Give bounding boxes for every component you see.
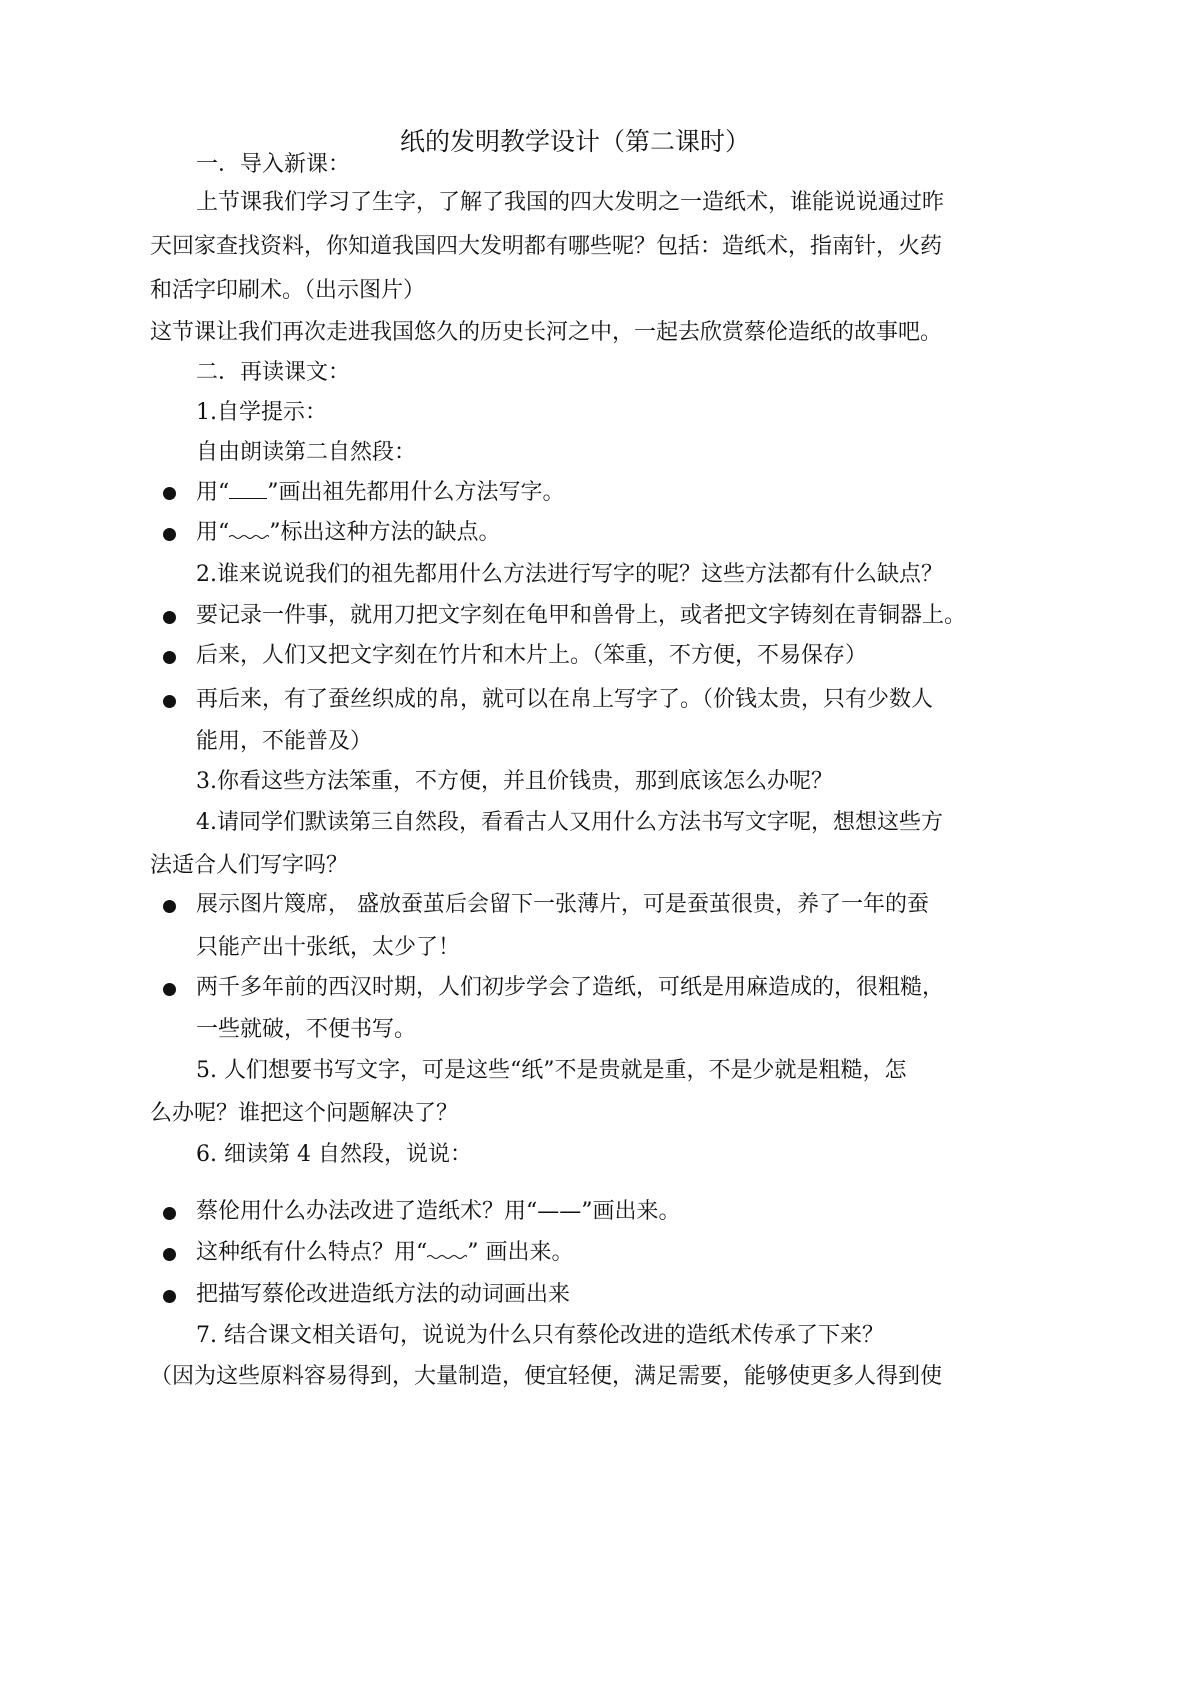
bullet-icon (163, 1290, 176, 1303)
list-item-4-cont: 法适合人们写字吗？ (150, 853, 349, 878)
list-item-6: 6. 细读第 4 自然段，说说： (196, 1142, 472, 1167)
list-item-3: 3.你看这些方法笨重，不方便，并且价钱贵，那到底该怎么办呢？ (196, 769, 833, 794)
bullet-icon (163, 528, 176, 541)
bullet-item-cont: 只能产出十张纸，太少了！ (196, 935, 461, 960)
bullet-item (196, 518, 501, 548)
paragraph-line: 这节课让我们再次走进我国悠久的历史长河之中，一起去欣赏蔡伦造纸的故事吧。 (150, 320, 943, 345)
bullet-icon (163, 487, 176, 500)
bullet-item: 再后来，有了蚕丝织成的帛，就可以在帛上写字了。（价钱太贵，只有少数人 (196, 687, 934, 712)
bullet-text: 用“ (196, 480, 230, 505)
bullet-icon (163, 1207, 176, 1220)
bullet-icon (163, 651, 176, 664)
bullet-text: ”画出祖先都用什么方法写字。 (267, 480, 565, 505)
list-item-5: 5. 人们想要书写文字，可是这些“纸”不是贵就是重，不是少就是粗糙，怎 (196, 1058, 907, 1083)
bullet-item: 蔡伦用什么办法改进了造纸术？用“——”画出来。 (196, 1199, 681, 1224)
wavy-underline-mark (229, 525, 269, 539)
bullet-item (196, 1238, 574, 1268)
paragraph-line: 和活字印刷术。（出示图片） (150, 278, 426, 303)
bullet-icon (163, 695, 176, 708)
wavy-underline-mark (427, 1245, 467, 1259)
page-title: 纸的发明教学设计（第二课时） (400, 127, 751, 156)
bullet-icon (163, 900, 176, 913)
bullet-item: 两千多年前的西汉时期，人们初步学会了造纸，可纸是用麻造成的，很粗糙， (196, 975, 945, 1000)
list-item-4: 4.请同学们默读第三自然段，看看古人又用什么方法书写文字呢，想想这些方 (196, 810, 943, 835)
bullet-text: ”标出这种方法的缺点。 (269, 520, 501, 545)
paragraph-line: 天回家查找资料，你知道我国四大发明都有哪些呢？包括：造纸术，指南针，火药 (150, 234, 943, 259)
bullet-item: 展示图片篾席， 盛放蚕茧后会留下一张薄片，可是蚕茧很贵，养了一年的蚕 (196, 892, 929, 917)
list-item-2: 2.谁来说说我们的祖先都用什么方法进行写字的呢？这些方法都有什么缺点？ (196, 562, 943, 587)
underline-mark (229, 482, 267, 499)
bullet-item: 把描写蔡伦改进造纸方法的动词画出来 (196, 1282, 571, 1307)
list-item-5-cont: 么办呢？谁把这个问题解决了？ (150, 1101, 459, 1126)
bullet-item: 要记录一件事，就用刀把文字刻在龟甲和兽骨上，或者把文字铸刻在青铜器上。 (196, 603, 967, 628)
bullet-icon (163, 983, 176, 996)
bullet-item (196, 478, 565, 508)
paragraph-line: 上节课我们学习了生字，了解了我国的四大发明之一造纸术，谁能说说通过昨 (196, 190, 945, 215)
bullet-icon (163, 1248, 176, 1261)
list-item-1-sub: 自由朗读第二自然段： (196, 440, 417, 465)
answer-line: （因为这些原料容易得到，大量制造，便宜轻便，满足需要，能够使更多人得到使 (150, 1364, 943, 1389)
bullet-item-cont: 一些就破，不便书写。 (196, 1017, 417, 1042)
bullet-item-cont: 能用，不能普及） (196, 729, 373, 754)
list-item-1: 1.自学提示： (196, 400, 327, 425)
list-item-7: 7. 结合课文相关语句，说说为什么只有蔡伦改进的造纸术传承了下来？ (196, 1323, 884, 1348)
bullet-text: ” 画出来。 (467, 1240, 574, 1265)
bullet-text: 这种纸有什么特点？用“ (196, 1240, 428, 1265)
bullet-text: 用“ (196, 520, 230, 545)
bullet-item: 后来，人们又把文字刻在竹片和木片上。（笨重，不方便，不易保存） (196, 643, 868, 668)
section-heading-intro: 一．导入新课： (196, 152, 351, 177)
section-heading-reread: 二．再读课文： (196, 360, 351, 385)
bullet-icon (163, 611, 176, 624)
